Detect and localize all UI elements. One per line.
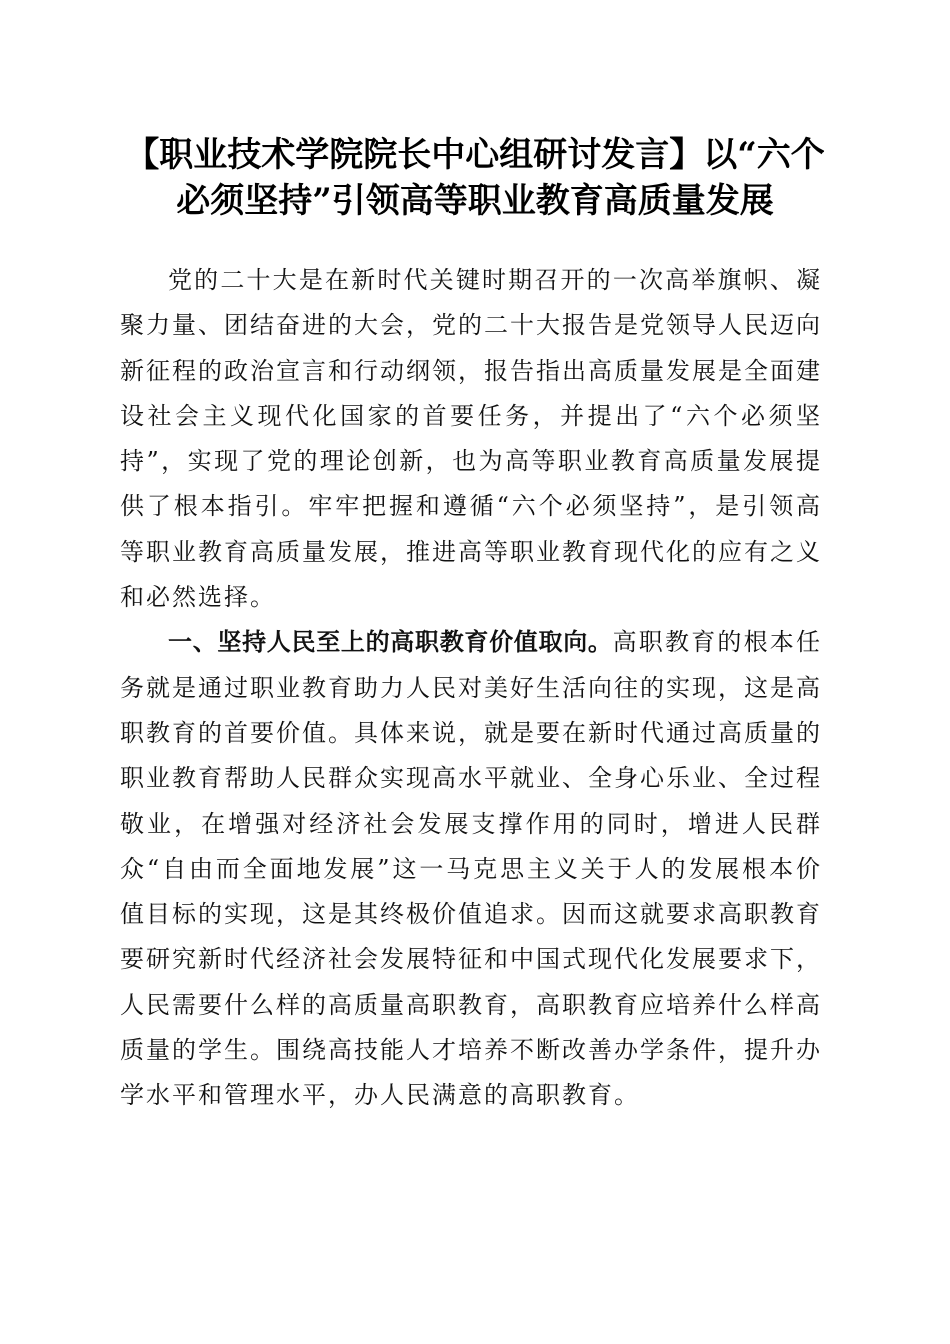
section-1-heading: 一、坚持人民至上的高职教育价值取向。 bbox=[168, 628, 613, 657]
paragraph-intro bbox=[120, 258, 822, 620]
section-1-text: 高职教育的根本任务就是通过职业教育助力人民对美好生活向往的实现，这是高职教育的首要价值。具体来说，就是要在新时代通过高质量的职业教育帮助人民群众实现高水平就业、全身心乐业、全过程敬业，在增强对经济社会发展支撑作用的同时，增进人民群众“自由而全面地发展”这一马克思主义关于人的发展根本价值目标的实现，这是其终极价值追求。因而这就要求高职教育要研究新时代经济社会发展特征和中国式现代化发展要求下，人民需要什么样的高质量高职教育，高职教育应培养什么样高质量的学生。围绕高技能人才培养不断改善办学条件，提升办学水平和管理水平，办人民满意的高职教育。 bbox=[120, 628, 823, 1110]
document-title: 【职业技术学院院长中心组研讨发言】以“六个必须坚持”引领高等职业教育高质量发展 bbox=[125, 135, 825, 221]
paragraph-section-1 bbox=[120, 620, 822, 1118]
document-body bbox=[120, 258, 822, 1119]
paragraph-intro-text: 党的二十大是在新时代关键时期召开的一次高举旗帜、凝聚力量、团结奋进的大会，党的二十大报告是党领导人民迈向新征程的政治宣言和行动纲领，报告指出高质量发展是全面建设社会主义现代化国家的首要任务，并提出了“六个必须坚持”，实现了党的理论创新，也为高等职业教育高质量发展提供了根本指引。牢牢把握和遵循“六个必须坚持”，是引领高等职业教育高质量发展，推进高等职业教育现代化的应有之义和必然选择。 bbox=[120, 266, 822, 612]
